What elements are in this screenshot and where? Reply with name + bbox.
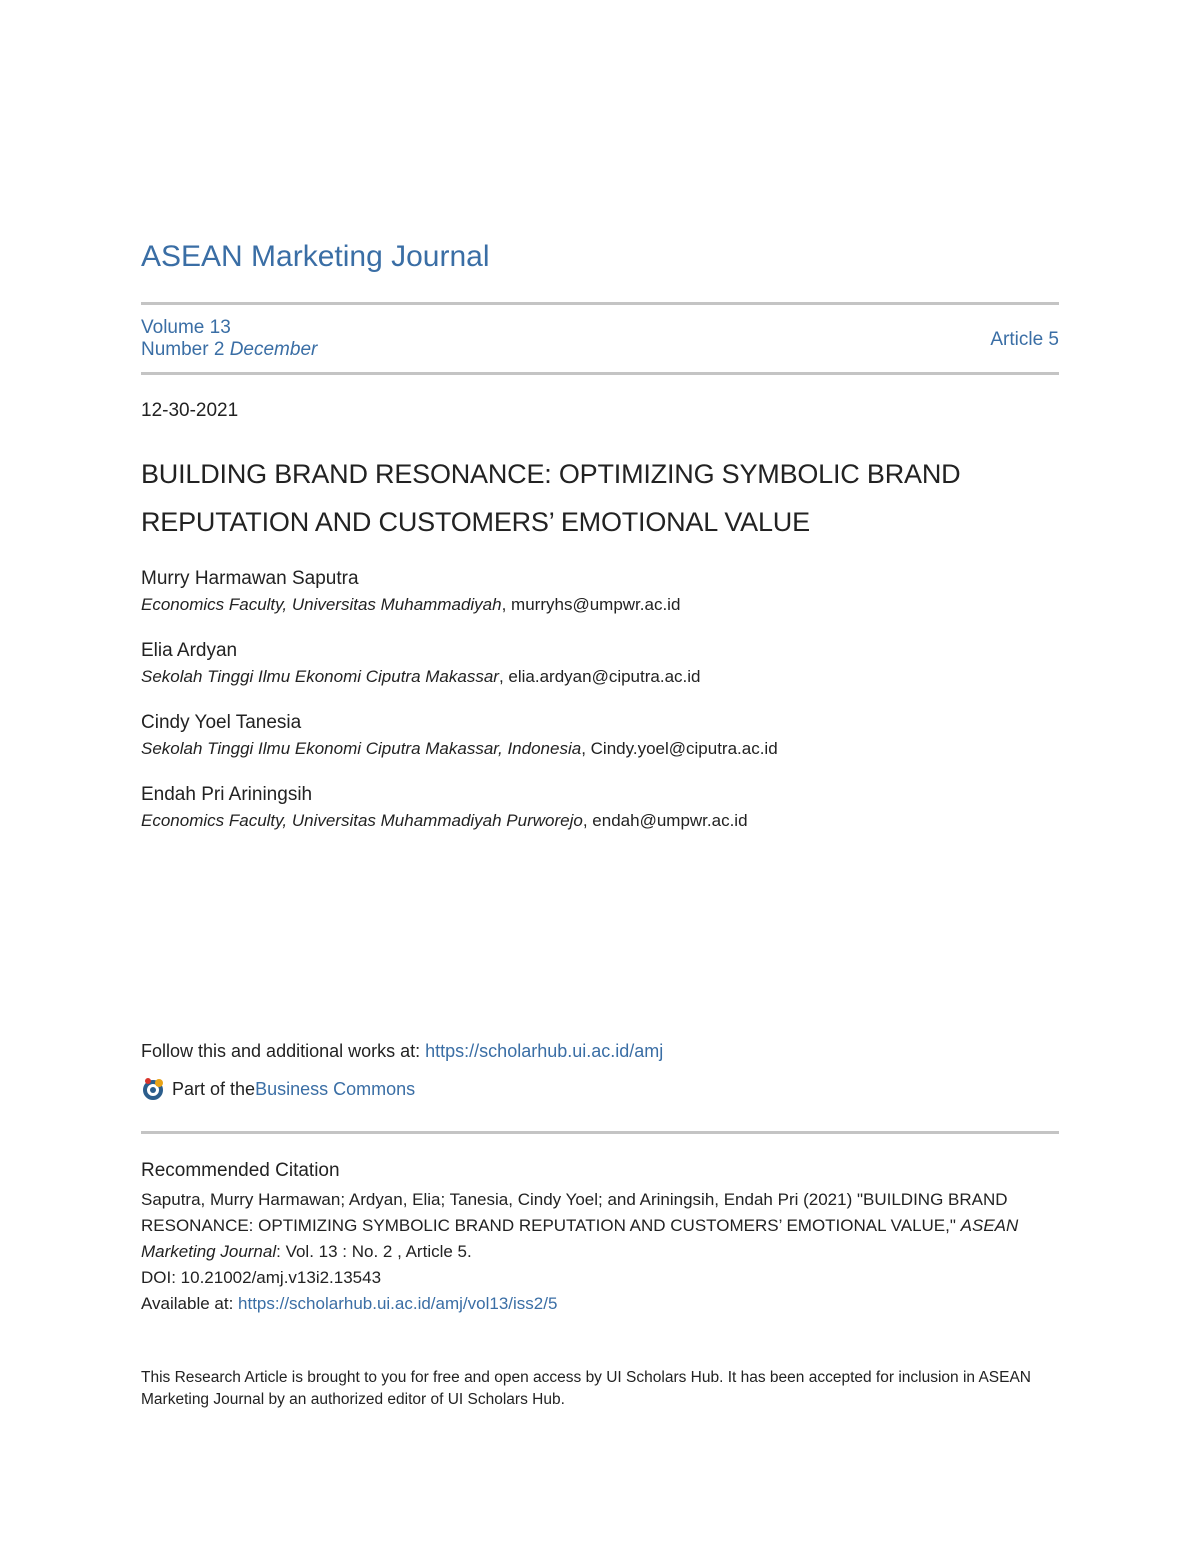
author-entry bbox=[141, 566, 1059, 618]
author-name: Cindy Yoel Tanesia bbox=[141, 712, 302, 733]
author-entry bbox=[141, 638, 1059, 690]
number-line[interactable] bbox=[141, 339, 317, 361]
author-email[interactable]: elia.ardyan@ciputra.ac.id bbox=[508, 667, 701, 686]
part-of-label: Part of the bbox=[172, 1078, 256, 1099]
article-title: BUILDING BRAND RESONANCE: OPTIMIZING SYMBOLIC BRAND REPUTATION AND CUSTOMERS’ EMOTIONAL VALUE bbox=[141, 459, 961, 537]
author-email[interactable]: murryhs@umpwr.ac.id bbox=[511, 595, 681, 614]
follow-label: Follow this and additional works at: bbox=[141, 1041, 426, 1061]
citation-available bbox=[141, 1291, 1059, 1317]
header-rule-bottom bbox=[141, 372, 1059, 375]
author-institution: Sekolah Tinggi Ilmu Ekonomi Ciputra Makassar bbox=[141, 667, 499, 686]
author-list bbox=[141, 566, 1059, 854]
network-commons-icon[interactable] bbox=[141, 1076, 167, 1102]
author-email[interactable]: endah@umpwr.ac.id bbox=[592, 811, 748, 830]
author-affiliation: Sekolah Tinggi Ilmu Ekonomi Ciputra Makassar, Indonesia, Cindy.yoel@ciputra.ac.id bbox=[141, 739, 778, 758]
follow-url-link[interactable]: https://scholarhub.ui.ac.id/amj bbox=[425, 1041, 664, 1061]
author-name: Murry Harmawan Saputra bbox=[141, 568, 359, 589]
citation-doi: DOI: 10.21002/amj.v13i2.13543 bbox=[141, 1268, 382, 1287]
publication-date: 12-30-2021 bbox=[141, 400, 239, 421]
part-of-line bbox=[141, 1076, 415, 1102]
citation-journal: ASEAN Marketing Journal bbox=[141, 1216, 1019, 1261]
author-institution: Economics Faculty, Universitas Muhammadiyah bbox=[141, 595, 502, 614]
available-label: Available at: bbox=[141, 1294, 239, 1313]
author-institution: Economics Faculty, Universitas Muhammadiyah Purworejo bbox=[141, 811, 583, 830]
article-number-link[interactable]: Article 5 bbox=[990, 329, 1059, 350]
volume-link[interactable]: Volume 13 bbox=[141, 317, 231, 338]
follow-line bbox=[141, 1041, 663, 1062]
author-affiliation: Economics Faculty, Universitas Muhammadiyah, murryhs@umpwr.ac.id bbox=[141, 595, 681, 614]
author-institution: Sekolah Tinggi Ilmu Ekonomi Ciputra Makassar, Indonesia bbox=[141, 739, 582, 758]
author-entry bbox=[141, 710, 1059, 762]
footer-note: This Research Article is brought to you for free and open access by UI Scholars Hub. It has been accepted for inclusion in ASEAN Marketing Journal by an authorized editor of UI Scholars Hub. bbox=[141, 1369, 1032, 1408]
author-email[interactable]: Cindy.yoel@ciputra.ac.id bbox=[590, 739, 778, 758]
author-name: Elia Ardyan bbox=[141, 640, 238, 661]
author-name: Endah Pri Ariningsih bbox=[141, 784, 313, 805]
author-entry bbox=[141, 782, 1059, 834]
issue-info bbox=[141, 317, 317, 361]
author-affiliation: Sekolah Tinggi Ilmu Ekonomi Ciputra Makassar, elia.ardyan@ciputra.ac.id bbox=[141, 667, 701, 686]
citation-text bbox=[141, 1187, 1059, 1265]
month-label[interactable]: December bbox=[229, 339, 318, 360]
citation-body bbox=[141, 1187, 1059, 1317]
author-affiliation: Economics Faculty, Universitas Muhammadiyah Purworejo, endah@umpwr.ac.id bbox=[141, 811, 748, 830]
business-commons-link[interactable]: Business Commons bbox=[255, 1078, 416, 1099]
journal-title-link[interactable]: ASEAN Marketing Journal bbox=[141, 240, 490, 273]
citation-rule bbox=[141, 1131, 1059, 1134]
header-rule-top bbox=[141, 302, 1059, 305]
citation-heading: Recommended Citation bbox=[141, 1160, 340, 1181]
available-url-link[interactable]: https://scholarhub.ui.ac.id/amj/vol13/iss2/5 bbox=[238, 1294, 558, 1313]
citation-volume: : Vol. 13 : No. 2 , Article 5. bbox=[276, 1242, 472, 1261]
number-link[interactable]: Number 2 bbox=[141, 339, 225, 360]
citation-authors-title: Saputra, Murry Harmawan; Ardyan, Elia; Tanesia, Cindy Yoel; and Ariningsih, Endah Pri (2021) "BUILDING BRAND RESONANCE: OPTIMIZING SYMBOLIC BRAND REPUTATION AND CUSTOMERS’ EMOTIONAL VALUE," bbox=[141, 1190, 1008, 1235]
